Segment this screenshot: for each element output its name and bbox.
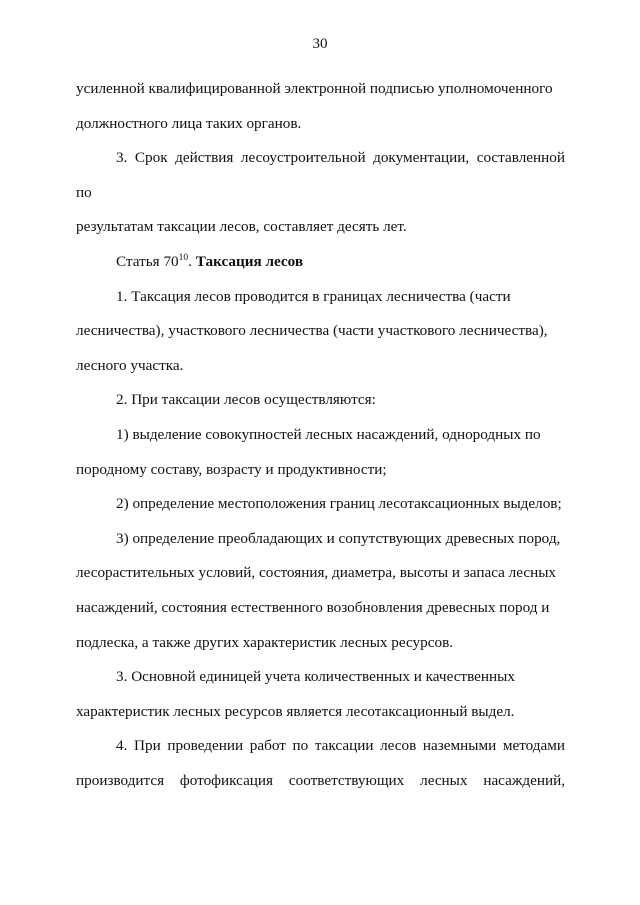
paragraph-line: 1) выделение совокупностей лесных насаждений, однородных по xyxy=(116,425,541,443)
paragraph-line: породному составу, возрасту и продуктивности; xyxy=(76,460,387,478)
document-body xyxy=(76,72,565,798)
paragraph-line: 1. Таксация лесов проводится в границах лесничества (части xyxy=(116,287,511,305)
paragraph-line: характеристик лесных ресурсов является лесотаксационный выдел. xyxy=(76,702,515,720)
paragraph-3-term xyxy=(76,141,565,245)
paragraph-line: должностного лица таких органов. xyxy=(76,114,302,132)
paragraph-4-photofixation xyxy=(76,729,565,798)
paragraph-line: лесного участка. xyxy=(76,356,184,374)
list-item-2 xyxy=(76,487,565,522)
paragraph-line: насаждений, состояния естественного возобновления древесных пород и xyxy=(76,598,550,616)
paragraph-line: 4. При проведении работ по таксации лесов наземными методами xyxy=(116,737,565,755)
paragraph-line: 2) определение местоположения границ лесотаксационных выделов; xyxy=(116,495,562,513)
page-number: 30 xyxy=(312,36,328,52)
paragraph-line: лесорастительных условий, состояния, диаметра, высоты и запаса лесных xyxy=(76,564,557,582)
paragraph-line: результатам таксации лесов, составляет десять лет. xyxy=(76,218,407,236)
paragraph-2-taxation xyxy=(76,383,565,418)
paragraph-1-taxation xyxy=(76,280,565,384)
article-title: Таксация лесов xyxy=(195,252,304,270)
paragraph-line: усиленной квалифицированной электронной подписью уполномоченного xyxy=(76,80,553,97)
article-prefix: Статья 70 xyxy=(116,252,179,270)
paragraph-3-unit xyxy=(76,660,565,729)
paragraph-continuation xyxy=(76,72,565,141)
paragraph-line: лесничества), участкового лесничества (части участкового лесничества), xyxy=(76,322,548,340)
article-heading xyxy=(76,245,565,280)
paragraph-line: производится фотофиксация соответствующих лесных насаждений, xyxy=(76,771,565,789)
article-number-superscript: 10 xyxy=(178,252,189,263)
list-item-3 xyxy=(76,522,565,660)
article-dot: . xyxy=(188,252,196,270)
paragraph-line: 2. При таксации лесов осуществляются: xyxy=(116,391,376,409)
paragraph-line: 3. Срок действия лесоустроительной документации, составленной по xyxy=(76,149,565,201)
paragraph-line: 3) определение преобладающих и сопутствующих древесных пород, xyxy=(116,529,561,547)
paragraph-line: подлеска, а также других характеристик лесных ресурсов. xyxy=(76,633,454,651)
list-item-1 xyxy=(76,418,565,487)
paragraph-line: 3. Основной единицей учета количественных и качественных xyxy=(116,668,515,686)
